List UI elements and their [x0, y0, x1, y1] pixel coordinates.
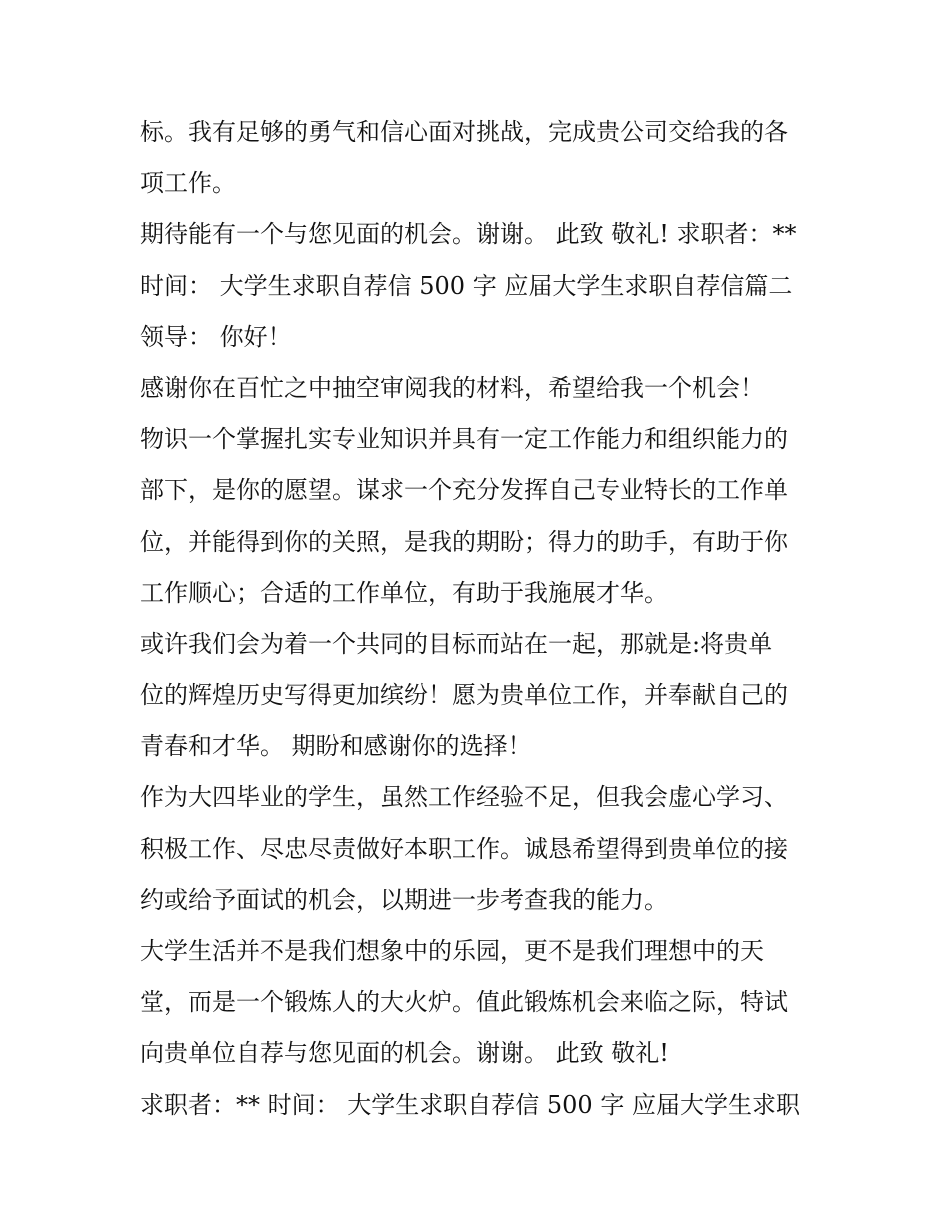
- text-line: 位，并能得到你的关照，是我的期盼；得力的助手，有助于你: [140, 527, 788, 556]
- text-line: 时间： 大学生求职自荐信 500 字 应届大学生求职自荐信篇二: [140, 271, 793, 300]
- text-line: 大学生活并不是我们想象中的乐园，更不是我们理想中的天: [140, 937, 764, 965]
- text-line: 感谢你在百忙之中抽空审阅我的材料，希望给我一个机会！: [140, 373, 764, 402]
- text-line: 求职者：** 时间： 大学生求职自荐信 500 字 应届大学生求职: [140, 1090, 800, 1119]
- text-line: 作为大四毕业的学生，虽然工作经验不足，但我会虚心学习、: [140, 783, 788, 812]
- text-line: 位的辉煌历史写得更加缤纷！愿为贵单位工作，并奉献自己的: [140, 681, 788, 710]
- text-line: 部下，是你的愿望。谋求一个充分发挥自己专业特长的工作单: [140, 476, 788, 505]
- text-line: 向贵单位自荐与您见面的机会。谢谢。 此致 敬礼!: [140, 1039, 669, 1068]
- text-line: 工作顺心；合适的工作单位，有助于我施展才华。: [140, 578, 668, 607]
- text-line: 领导： 你好！: [140, 322, 292, 351]
- text-line: 堂，而是一个锻炼人的大火炉。值此锻炼机会来临之际，特试: [140, 988, 788, 1017]
- document-body: [140, 107, 820, 1131]
- text-line: 期待能有一个与您见面的机会。谢谢。 此致 敬礼! 求职者：**: [140, 220, 797, 249]
- text-line: 约或给予面试的机会，以期进一步考查我的能力。: [140, 885, 668, 914]
- text-line: 项工作。: [140, 169, 236, 198]
- text-line: 积极工作、尽忠尽责做好本职工作。诚恳希望得到贵单位的接: [140, 834, 788, 863]
- text-line: 青春和才华。 期盼和感谢你的选择！: [140, 732, 532, 761]
- text-line: 标。我有足够的勇气和信心面对挑战，完成贵公司交给我的各: [140, 118, 788, 146]
- text-line: 物识一个掌握扎实专业知识并具有一定工作能力和组织能力的: [140, 425, 788, 454]
- text-line: 或许我们会为着一个共同的目标而站在一起，那就是:将贵单: [140, 629, 773, 658]
